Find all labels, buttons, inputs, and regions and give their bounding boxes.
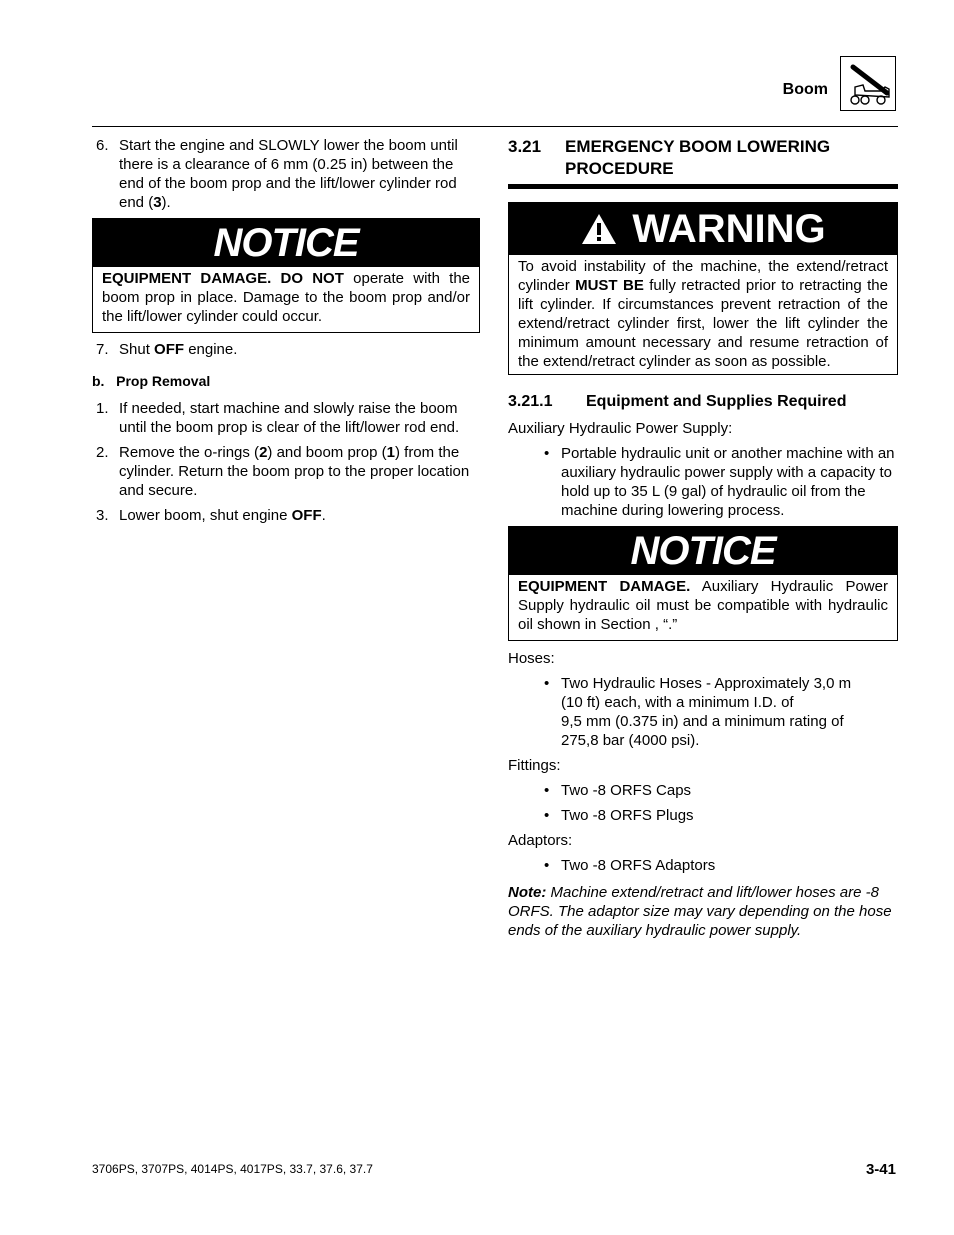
section-header-title: Boom (782, 81, 828, 98)
warning-triangle-icon (580, 212, 618, 246)
fittings-label: Fittings: (508, 757, 561, 774)
prop-removal-step-3: 3. Lower boom, shut engine OFF. (96, 507, 326, 524)
prop-removal-step-1: 1. If needed, start machine and slowly raise the boom until the boom prop is clear of the lift/lower rod end. (96, 400, 460, 436)
notice-equipment-damage-boom-prop (92, 218, 480, 333)
notice-aux-hydraulic-oil (508, 526, 898, 641)
list-item: • Two Hydraulic Hoses - Approximately 3,0 m (10 ft) each, with a minimum I.D. of 9,5 mm (0.375 in) and a minimum rating of 275,8 bar (4000 psi). (544, 675, 852, 749)
page-number: 3-41 (865, 1161, 896, 1178)
notice-title: NOTICE (509, 527, 897, 575)
hoses-label: Hoses: (508, 650, 555, 667)
warning-header (509, 203, 897, 255)
list-item: • Two -8 ORFS Caps (544, 782, 692, 799)
footer-models: 3706PS, 3707PS, 4014PS, 4017PS, 33.7, 37.6, 37.7 (92, 1162, 373, 1176)
warning-box (508, 202, 898, 375)
prop-removal-heading: b. Prop Removal (92, 373, 211, 389)
header-divider (92, 126, 898, 127)
list-item: • Two -8 ORFS Adaptors (544, 857, 716, 874)
warning-title: WARNING (632, 206, 826, 251)
note: Note: Machine extend/retract and lift/lower hoses are -8 ORFS. The adaptor size may vary depending on the hose ends of the auxiliary hydraulic power supply. (508, 884, 892, 939)
adaptors-label: Adaptors: (508, 832, 573, 849)
section-heading: 3.21 EMERGENCY BOOM LOWERING PROCEDURE (508, 137, 831, 178)
notice-body: EQUIPMENT DAMAGE. Auxiliary Hydraulic Power Supply hydraulic oil must be compatible with hydraulic oil shown in Section , “.” (518, 578, 888, 633)
step-6: 6. Start the engine and SLOWLY lower the boom until there is a clearance of 6 mm (0.25 in) between the end of the boom prop and the lift/lower cylinder rod end (3). (96, 137, 458, 211)
section-rule (508, 184, 898, 189)
left-column (92, 136, 480, 531)
warning-body: To avoid instability of the machine, the extend/retract cylinder MUST BE fully retracted prior to retracting the lift cylinder. If circumstances prevent retraction of the extend/retract cylinder first, lower the lift cylinder the minimum amount necessary and resume retraction of the extend/retract cylinder as soon as possible. (518, 258, 888, 370)
telehandler-boom-icon (840, 56, 896, 111)
list-item: • Portable hydraulic unit or another machine with an auxiliary hydraulic power supply with a capacity to hold up to 35 L (9 gal) of hydraulic oil from the machine during lowering process. (544, 445, 895, 519)
prop-removal-step-2: 2. Remove the o-rings (2) and boom prop (1) from the cylinder. Return the boom prop to the proper location and secure. (96, 444, 470, 499)
right-column (508, 136, 898, 940)
notice-title: NOTICE (93, 219, 479, 267)
notice-body: EQUIPMENT DAMAGE. DO NOT operate with the boom prop in place. Damage to the boom prop and/or the lift/lower cylinder could occur. (102, 270, 471, 325)
step-7: 7. Shut OFF engine. (96, 341, 238, 358)
aux-label: Auxiliary Hydraulic Power Supply: (508, 420, 733, 437)
subsection-heading: 3.21.1 Equipment and Supplies Required (508, 393, 847, 410)
list-item: • Two -8 ORFS Plugs (544, 807, 694, 824)
